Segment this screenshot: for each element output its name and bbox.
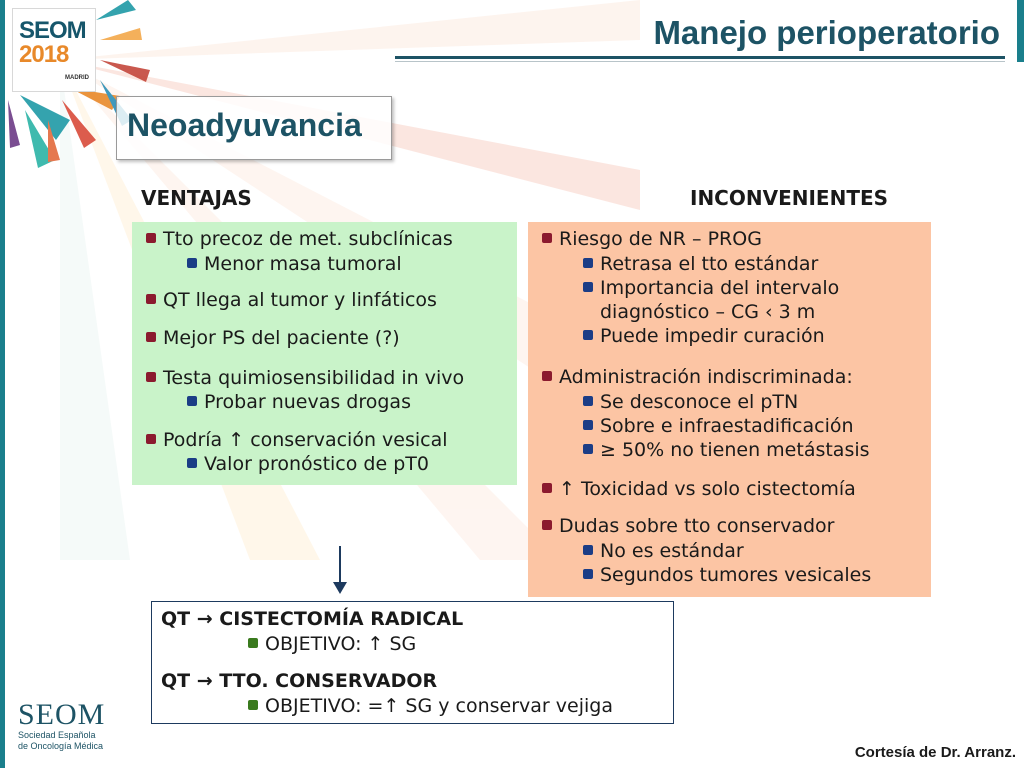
bullet-icon: [146, 372, 156, 382]
inconveniente-item: Dudas sobre tto conservador: [542, 514, 834, 538]
inconvenientes-heading: INCONVENIENTES: [690, 186, 889, 210]
result-box: [151, 601, 674, 724]
ventaja-item: QT llega al tumor y linfáticos: [146, 288, 437, 312]
inconveniente-subitem: Retrasa el tto estándar: [583, 252, 818, 276]
inconveniente-subitem: Se desconoce el pTN: [583, 390, 798, 414]
down-arrow-head-icon: [333, 582, 347, 594]
bullet-icon: [542, 483, 552, 493]
bullet-icon: [146, 332, 156, 342]
bullet-icon: [583, 420, 593, 430]
inconveniente-subitem: Segundos tumores vesicales: [583, 563, 871, 587]
bullet-icon: [146, 294, 156, 304]
footer-org-name: SEOM: [18, 698, 106, 731]
bullet-icon: [583, 545, 593, 555]
bullet-icon: [187, 396, 197, 406]
inconveniente-subitem: Puede impedir curación: [583, 324, 825, 348]
ventaja-subitem: Probar nuevas drogas: [187, 390, 411, 414]
slide-title: Manejo perioperatorio: [653, 14, 1000, 51]
inconveniente-subitem: Importancia del intervalo: [583, 276, 839, 300]
bullet-icon: [542, 233, 552, 243]
footer-org-sub2: de Oncología Médica: [18, 741, 104, 751]
section-title: Neoadyuvancia: [127, 107, 362, 143]
bullet-icon: [248, 638, 258, 648]
result-line-cistectomia: QT → CISTECTOMÍA RADICAL: [161, 608, 464, 630]
bullet-icon: [583, 569, 593, 579]
ventaja-subitem: Menor masa tumoral: [187, 252, 402, 276]
logo-year: 2018: [19, 41, 69, 68]
logo-city: MADRID: [65, 75, 89, 81]
bullet-icon: [248, 700, 258, 710]
ventajas-panel: [132, 222, 517, 485]
bullet-icon: [187, 258, 197, 268]
bullet-icon: [146, 434, 156, 444]
credit-text: Cortesía de Dr. Arranz.: [854, 744, 1016, 761]
inconveniente-subitem: ≥ 50% no tienen metástasis: [583, 438, 870, 462]
seom-footer-logo: [18, 700, 105, 752]
inconveniente-item: Riesgo de NR – PROG: [542, 227, 762, 251]
bullet-icon: [583, 258, 593, 268]
bullet-icon: [146, 233, 156, 243]
inconveniente-item: ↑ Toxicidad vs solo cistectomía: [542, 477, 856, 501]
footer-org-sub1: Sociedad Española: [18, 730, 96, 740]
ventaja-subitem: Valor pronóstico de pT0: [187, 452, 429, 476]
bullet-icon: [187, 458, 197, 468]
result-line-conservador: QT → TTO. CONSERVADOR: [161, 670, 438, 692]
title-underline-thin: [395, 61, 1005, 62]
bullet-icon: [583, 282, 593, 292]
inconveniente-item: Administración indiscriminada:: [542, 365, 853, 389]
inconveniente-subitem: Sobre e infraestadificación: [583, 414, 854, 438]
ventaja-item: Podría ↑ conservación vesical: [146, 428, 448, 452]
bullet-icon: [583, 396, 593, 406]
down-arrow-icon: [339, 546, 341, 584]
ventajas-heading: VENTAJAS: [141, 186, 252, 210]
inconvenientes-panel: [528, 222, 931, 597]
result-objective-1: OBJETIVO: ↑ SG: [248, 632, 416, 656]
section-title-box: [116, 96, 392, 160]
title-underline: [395, 56, 1005, 59]
inconveniente-subitem: No es estándar: [583, 539, 744, 563]
logo-name: SEOM: [19, 17, 86, 44]
inconveniente-subitem-continuation: diagnóstico – CG ‹ 3 m: [600, 301, 816, 323]
seom-2018-logo: [12, 8, 96, 92]
right-accent-bar: [1017, 0, 1024, 62]
ventaja-item: Testa quimiosensibilidad in vivo: [146, 366, 464, 390]
bullet-icon: [583, 444, 593, 454]
bullet-icon: [583, 330, 593, 340]
bullet-icon: [542, 520, 552, 530]
bullet-icon: [542, 371, 552, 381]
ventaja-item: Mejor PS del paciente (?): [146, 326, 400, 350]
ventaja-item: Tto precoz de met. subclínicas: [146, 227, 453, 251]
result-objective-2: OBJETIVO: =↑ SG y conservar vejiga: [248, 694, 613, 718]
